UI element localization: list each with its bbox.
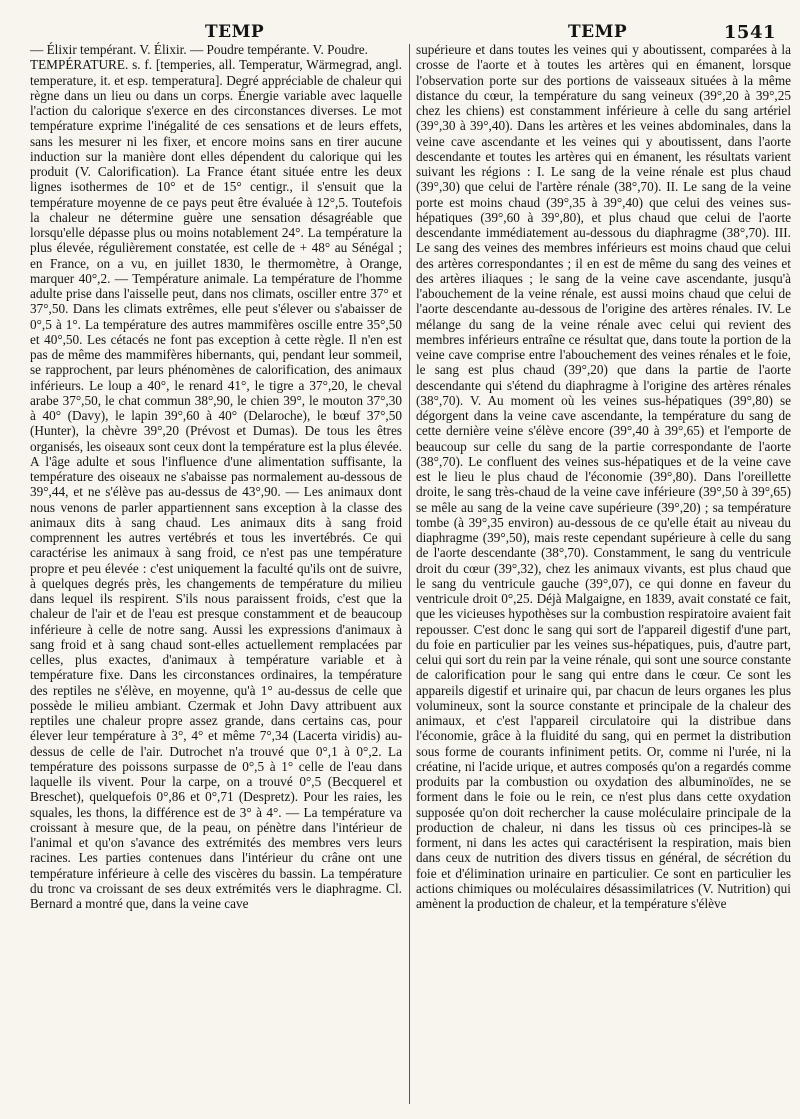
- entry-temperature-paragraph: TEMPÉRATURE. s. f. [temperies, all. Temperatur, Wärmegrad, angl. temperature, it. et esp. temperatura]. Degré appréciable de chaleur qui règne dans un lieu ou dans un corps. Énergie variable avec laquelle l'action du calorique s'exerce en des circonstances diverses. Le mot température exprime l'inégalité de ces sensations et de leurs effets, sans les mesurer ni les fixer, et encore moins sans en tirer aucune induction sur la manière dont elles dépendent du calorique qui les produit (V. Calorification). La France étant située entre les deux lignes isothermes de 10° et de 15° centigr., il s'ensuit que la température moyenne de ce pays peut être évaluée à 12°,5. Toutefois la chaleur ne détermine guère une sensation désagréable que lorsqu'elle dépasse plus ou moins notablement 24°. La température la plus élevée, régulièrement constatée, est celle de + 48° au Sénégal ; en France, on a vu, en juillet 1830, le thermomètre, à Orange, marquer 40°,2. — Température animale. La température de l'homme adulte prise dans l'aisselle peut, dans nos climats, osciller entre 37° et 37°,50. Dans les climats extrêmes, elle peut s'élever ou s'abaisser de 0°,5 à 1°. La température des autres mammifères oscille entre 35°,50 et 40°,50. Les cétacés ne font pas exception à cette règle. Il n'en est pas de même des mammifères hibernants, qui, pendant leur sommeil, se rapprochent, par leurs phénomènes de calorification, des animaux inférieurs. Le loup a 40°, le renard 41°, le tigre a 37°,20, le cheval arabe 37°,50, le chat commun 38°,90, le chien 39°, le mouton 37°,30 à 40° (Davy), le lapin 39°,60 à 40° (Delaroche), le bœuf 37°,50 (Hunter), la chèvre 39°,20 (Prévost et Dumas). De tous les êtres organisés, les oiseaux sont ceux dont la température est la plus élevée. A l'âge adulte et sous l'influence d'une alimentation suffisante, la température des oiseaux ne s'abaisse pas normalement au-dessous de 39°,44, et ne s'élève pas au-dessus de 43°,90. — Les animaux dont nous venons de parler appartiennent sans exception à la classe des animaux dits à sang chaud. Les animaux dits à sang froid comprennent les autres vertébrés et tous les invertébrés. Ce qui caractérise les animaux à sang froid, ce n'est pas une température propre et peu élevée : c'est uniquement la faculté qu'ils ont de suivre, à quelques degrés près, les changements de température du milieu dans lequel ils respirent. S'ils nous paraissent froids, c'est que la chaleur de l'air et de l'eau est presque constamment et de beaucoup inférieure à celle de notre sang. Aussi les expressions d'animaux à sang froid et à sang chaud sont-elles actuellement remplacées par celles, plus exactes, d'animaux à température variable et à température fixe. Dans les circonstances ordinaires, la température des reptiles ne s'élève, en moyenne, qu'à 1° au-dessus de celle que possède le milieu ambiant. Czermak et John Davy attribuent aux reptiles une chaleur propre assez grande, dans certains cas, pour élever leur température à 3°, 4° et même 7°,34 (Lacerta viridis) au-dessus de celle de l'air. Dutrochet n'a trouvé que 0°,1 à 0°,2. La température des poissons surpasse de 0°,5 à 1° celle de l'eau dans laquelle ils vivent. Pour la carpe, on a trouvé 0°,5 (Becquerel et Breschet), quelquefois 0°,86 et 0°,71 (Despretz). Pour les raies, les squales, les thons, la différence est de 3° à 4°. — La température va croissant à mesure que, de la peau, on pénètre dans l'intérieur de l'animal et qu'on s'avance des extrémités des membres vers leurs racines. Les parties contenues dans l'intérieur du crâne ont une température inférieure à celle des viscères du bassin. La température du tronc va croissant de ses deux extrémités vers le diaphragme. Cl. Bernard a montré que, dans la veine cave: [30, 57, 402, 911]
- right-column: [416, 42, 791, 1112]
- left-column: [30, 42, 402, 1112]
- column-divider: [409, 44, 410, 1104]
- running-head-right: TEMP: [568, 22, 628, 42]
- intro-line: — Élixir tempérant. V. Élixir. — Poudre tempérante. V. Poudre.: [30, 42, 368, 57]
- running-head-left: TEMP: [205, 22, 265, 42]
- page-number: 1541: [723, 22, 776, 43]
- entry-continuation-paragraph: supérieure et dans toutes les veines qui y aboutissent, comparées à la crosse de l'aorte et à toutes les artères qui en émanent, lorsque l'observation porte sur des portions de vaisseaux situées à la même distance du cœur, la température du sang veineux (39°,20 à 39°,25 chez les chiens) est constamment inférieure à celle du sang artériel (39°,30 à 39°,40). Dans les artères et les veines abdominales, dans la veine cave ascendante et les veines qui y aboutissent, dans l'aorte descendante et toutes les artères qui en émanent, les résultats varient suivant les régions : I. Le sang de la veine rénale est plus chaud (39°,30) que celui de l'artère rénale (38°,70). II. Le sang de la veine porte est moins chaud (39°,35 à 39°,40) que celui des veines sus-hépatiques (39°,60 à 39°,80), et plus chaud que celui de l'aorte descendante immédiatement au-dessous du diaphragme (38°,70). III. Le sang des veines des membres inférieurs est moins chaud que celui des artères correspondantes ; il en est de même du sang des veines et des artères iliaques ; le sang de la veine cave ascendante, jusqu'à l'abouchement de la veine rénale, est aussi moins chaud que celui de l'aorte descendante au-dessous de l'origine des artères rénales. IV. Le mélange du sang de la veine rénale avec celui qui revient des membres inférieurs entraîne ce résultat que, dans toute la portion de la veine cave comprise entre l'abouchement des veines rénales et le foie, le sang est plus chaud (39°,20) que dans la partie de l'aorte descendante qui s'étend du diaphragme à l'origine des artères rénales (38°,70). V. Au moment où les veines sus-hépatiques (39°,80) se dégorgent dans la veine cave ascendante, la température du sang de cette dernière veine s'élève encore (39°,40 à 39°,65) et l'emporte de beaucoup sur celle du sang de la partie correspondante de l'aorte (38°,70). Le confluent des veines sus-hépatiques et de la veine cave est le lieu le plus chaud de l'économie (39°,80). Dans l'oreillette droite, le sang très-chaud de la veine cave inférieure (39°,50 à 39°,65) se mêle au sang de la veine cave supérieure (39°,20) ; sa température tombe (à 39°,35 environ) au-dessous de ce qu'elle était au niveau du diaphragme (39°,50), mais reste cependant supérieure à celle du sang de l'aorte descendante (38°,70). Constamment, le sang du ventricule droit du cœur (39°,32), chez les animaux vivants, est plus chaud que le sang du ventricule gauche (39°,07), ce qui donne en faveur du ventricule droit 0°,25. Déjà Malgaigne, en 1839, avait constaté ce fait, que les vicieuses hypothèses sur la combustion respiratoire avaient fait repousser. C'est donc le sang qui sort de l'appareil digestif d'une part, du foie en particulier par les veines sus-hépatiques, puis, d'autre part, celui qui sort du rein par la veine rénale, qui sont une source constante de calorification pour le sang qui entre dans le cœur. Ce sont les appareils digestif et urinaire qui, par chacun de leurs organes les plus volumineux, sont la source constante et principale de la chaleur des animaux, et c'est l'appareil circulatoire qui la distribue dans l'économie, grâce à la fluidité du sang, qui en permet la distribution sous forme de courants infiniment petits. Or, comme ni l'urée, ni la créatine, ni l'acide urique, et autres composés qu'on a regardés comme produits par la combustion ou oxydation des albuminoïdes, ne se forment dans le foie ou le rein, ce n'est plus dans cette oxydation supposée qu'on doit rechercher la cause moléculaire principale de la production de chaleur, ni dans les tissus où ces principes-là se forment, ni dans les actes qui caractérisent la respiration, mais bien dans ceux de nutrition des divers tissus en général, de sécrétion du foie et d'élimination urinaire en particulier. Ce sont en particulier les actions chimiques ou moléculaires désassimilatrices (V. Nutrition) qui amènent la production de chaleur, et la température s'élève: [416, 42, 791, 911]
